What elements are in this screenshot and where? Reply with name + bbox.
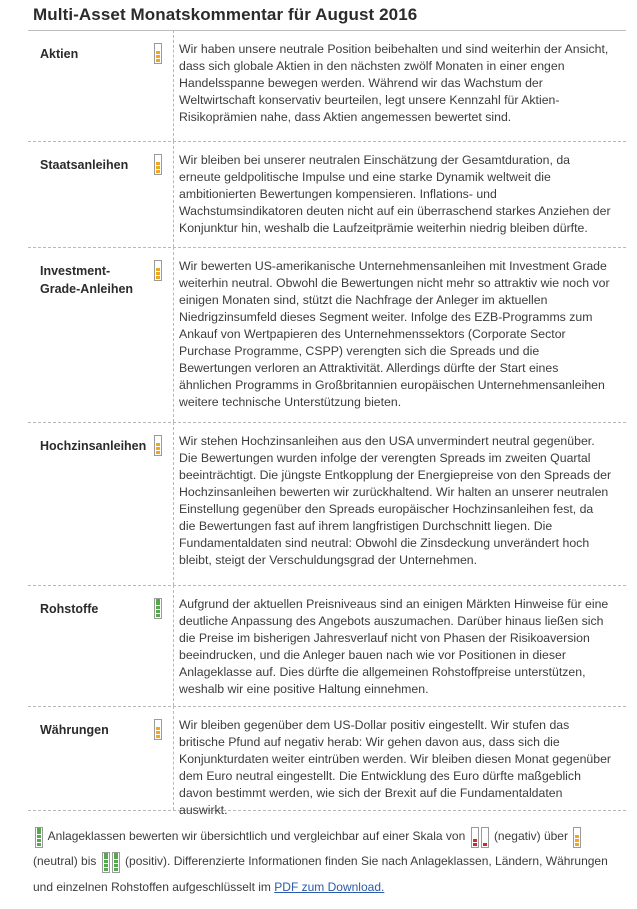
gauge-segment <box>114 853 118 856</box>
section-text: Wir stehen Hochzinsanleihen aus den USA unvermindert neutral gegenüber. Die Bewertungen wurden infolge der verengten Spreads im zweiten Quartal beeinträchtigt. Die jüngste Entkopplung der Energiepreise von den Spreads der Hochzinsanleihen bewerten wir zurückhaltend. Wir halten an unserer neutralen Einstellung gegenüber den Spreads europäischer Hochzinsanleihen fest, da die Bewertungen fast auf ihrem langfristigen Durchschnitt liegen. Die Fundamentaldaten sind neutral: Obwohl die Zinsdeckung unverändert hoch bleibt, steigt der Verschuldungsgrad der Unternehmen. <box>179 434 612 567</box>
gauge-segment <box>473 843 477 846</box>
gauge-segment <box>156 272 160 275</box>
rating-gauge-neutral-icon <box>154 260 162 281</box>
column-divider <box>173 247 174 422</box>
section-investment-grade-anleihen <box>28 247 626 423</box>
section-text: Wir bleiben bei unserer neutralen Einschätzung der Gesamtduration, da erneute geldpolitische Impulse und eine starke Dynamik weltweit die ambitionierten Bewertungen kompensieren. Inflations- und Wachstumsindikatoren deuten nicht auf ein überraschend starkes Anziehen der Konjunktur hin, weshalb die Laufzeitprämie weiterhin niedrig bleiben dürfte. <box>179 153 611 235</box>
gauge-bar <box>112 852 120 873</box>
rating-gauge-positive-icon <box>154 598 162 619</box>
scale-neutral-icon <box>573 824 581 849</box>
gauge-bar <box>154 435 162 456</box>
section-staatsanleihen <box>28 141 626 248</box>
section-label: Hochzinsanleihen <box>40 439 147 453</box>
gauge-segment <box>156 59 160 62</box>
gauge-segment <box>575 835 579 838</box>
section-label-line2: Grade-Anleihen <box>40 282 134 296</box>
legend-negative-text: (negativ) über <box>493 829 568 843</box>
gauge-bar <box>471 827 479 848</box>
gauge-segment <box>37 843 41 846</box>
gauge-segment <box>483 843 487 846</box>
section-text: Wir bleiben gegenüber dem US-Dollar positiv eingestellt. Wir stufen das britische Pfund auf negativ herab: Wir gehen davon aus, dass sich die Konjunkturdaten weiter eintrüben werden. Wir bleiben diesen Monat gegenüber dem Euro neutral eingestellt. Die Entwicklung des Euro dürfte maßgeblich davon bestimmt werden, wie sich der Brexit auf die Fundamentaldaten auswirkt. <box>179 718 612 817</box>
gauge-segment <box>37 831 41 834</box>
gauge-segment <box>156 731 160 734</box>
section-hochzinsanleihen <box>28 422 626 586</box>
section-rohstoffe <box>28 585 626 707</box>
gauge-segment <box>156 276 160 279</box>
rating-legend <box>33 824 613 900</box>
gauge-segment <box>575 839 579 842</box>
section-label-line1: Investment- <box>40 264 111 278</box>
gauge-segment <box>156 599 160 602</box>
page-title: Multi-Asset Monatskommentar für August 2016 <box>33 5 418 24</box>
section-label: Rohstoffe <box>40 602 99 616</box>
rating-gauge-neutral-icon <box>154 435 162 456</box>
gauge-segment <box>114 868 118 871</box>
gauge-bar <box>102 852 110 873</box>
gauge-segment <box>114 860 118 863</box>
rating-gauge-neutral-icon <box>154 43 162 64</box>
section-aktien <box>28 30 626 142</box>
scale-positive-icon <box>102 850 120 875</box>
gauge-segment <box>156 51 160 54</box>
scale-positive-icon <box>35 824 43 849</box>
gauge-bar <box>481 827 489 848</box>
gauge-bar <box>154 598 162 619</box>
gauge-segment <box>37 835 41 838</box>
section-label: Aktien <box>40 47 79 61</box>
section-text: Wir bewerten US-amerikanische Unternehmensanleihen mit Investment Grade weiterhin neutral. Obwohl die Bewertungen nicht mehr so attraktiv wie noch vor einigen Monaten sind, stützt die Nachfrage der Anleger im aktuellen Niedrigzinsumfeld dieses Segment weiter. Infolge des EZB-Programms zum Ankauf von Wertpapieren des Unternehmenssektors (Corporate Sector Purchase Programme, CSPP) verengten sich die Spreads und die Bewertungen verloren an Attraktivität. Allerdings dürfte der Start eines ähnlichen Programms in Großbritannien europäischen Unternehmensanleihen weitere technische Unterstützung bieten. <box>179 259 610 409</box>
gauge-segment <box>37 828 41 831</box>
gauge-segment <box>156 443 160 446</box>
gauge-segment <box>156 602 160 605</box>
gauge-segment <box>156 735 160 738</box>
gauge-segment <box>156 55 160 58</box>
gauge-bar <box>154 260 162 281</box>
gauge-segment <box>104 864 108 867</box>
gauge-bar <box>154 43 162 64</box>
pdf-download-link[interactable]: PDF zum Download. <box>274 879 385 894</box>
legend-positive-text: (positiv). Differenzierte Informationen finden Sie nach Anlageklassen, Ländern, Währungen und einzelnen Rohstoffen aufgeschlüsselt im <box>33 854 608 894</box>
gauge-segment <box>156 606 160 609</box>
section-label: Währungen <box>40 723 109 737</box>
gauge-bar <box>154 719 162 740</box>
legend-intro-text: Anlageklassen bewerten wir übersichtlich und vergleichbar auf einer Skala von <box>47 829 466 843</box>
rating-gauge-neutral-icon <box>154 154 162 175</box>
gauge-bar <box>35 827 43 848</box>
gauge-segment <box>114 864 118 867</box>
gauge-segment <box>156 170 160 173</box>
gauge-segment <box>156 447 160 450</box>
section-text: Aufgrund der aktuellen Preisniveaus sind an einigen Märkten Hinweise für eine deutliche Anpassung des Angebots auszumachen. Darüber hinaus ließen sich die Preise im bisherigen Jahresverlauf nicht von Phasen der Risikoaversion beeindrucken, und die Anleger bauen nach wie vor Positionen in dieser Anlageklasse auf. Dies dürfte die allgemeinen Rohstoffpreise unterstützen, weshalb wir eine positive Haltung einnehmen. <box>179 597 609 696</box>
gauge-segment <box>156 162 160 165</box>
section-text: Wir haben unsere neutrale Position beibehalten und sind weiterhin der Ansicht, dass sich globale Aktien in den nächsten zwölf Monaten in einer engen Handelsspanne bewegen werden. Während wir das Wachstum der Weltwirtschaft konservativ beurteilen, legt unsere Kennzahl für Aktien-Risikoprämien nahe, dass Aktien angemessen bewertet sind. <box>179 42 609 124</box>
column-divider <box>173 585 174 706</box>
gauge-segment <box>473 839 477 842</box>
gauge-segment <box>37 839 41 842</box>
gauge-segment <box>575 843 579 846</box>
section-label: Staatsanleihen <box>40 158 129 172</box>
gauge-bar <box>154 154 162 175</box>
gauge-segment <box>156 268 160 271</box>
gauge-segment <box>156 451 160 454</box>
column-divider <box>173 141 174 247</box>
legend-neutral-text: (neutral) bis <box>33 854 97 869</box>
gauge-segment <box>104 856 108 859</box>
column-divider <box>173 422 174 585</box>
section-label <box>40 262 133 298</box>
gauge-segment <box>156 614 160 617</box>
column-divider <box>173 706 174 810</box>
gauge-segment <box>156 610 160 613</box>
gauge-segment <box>104 868 108 871</box>
section-waehrungen <box>28 706 626 817</box>
gauge-segment <box>156 166 160 169</box>
column-divider <box>173 30 174 141</box>
gauge-segment <box>104 853 108 856</box>
gauge-segment <box>114 856 118 859</box>
scale-negative-icon <box>471 824 489 849</box>
rating-gauge-neutral-icon <box>154 719 162 740</box>
gauge-segment <box>156 727 160 730</box>
gauge-bar <box>573 827 581 848</box>
gauge-segment <box>104 860 108 863</box>
